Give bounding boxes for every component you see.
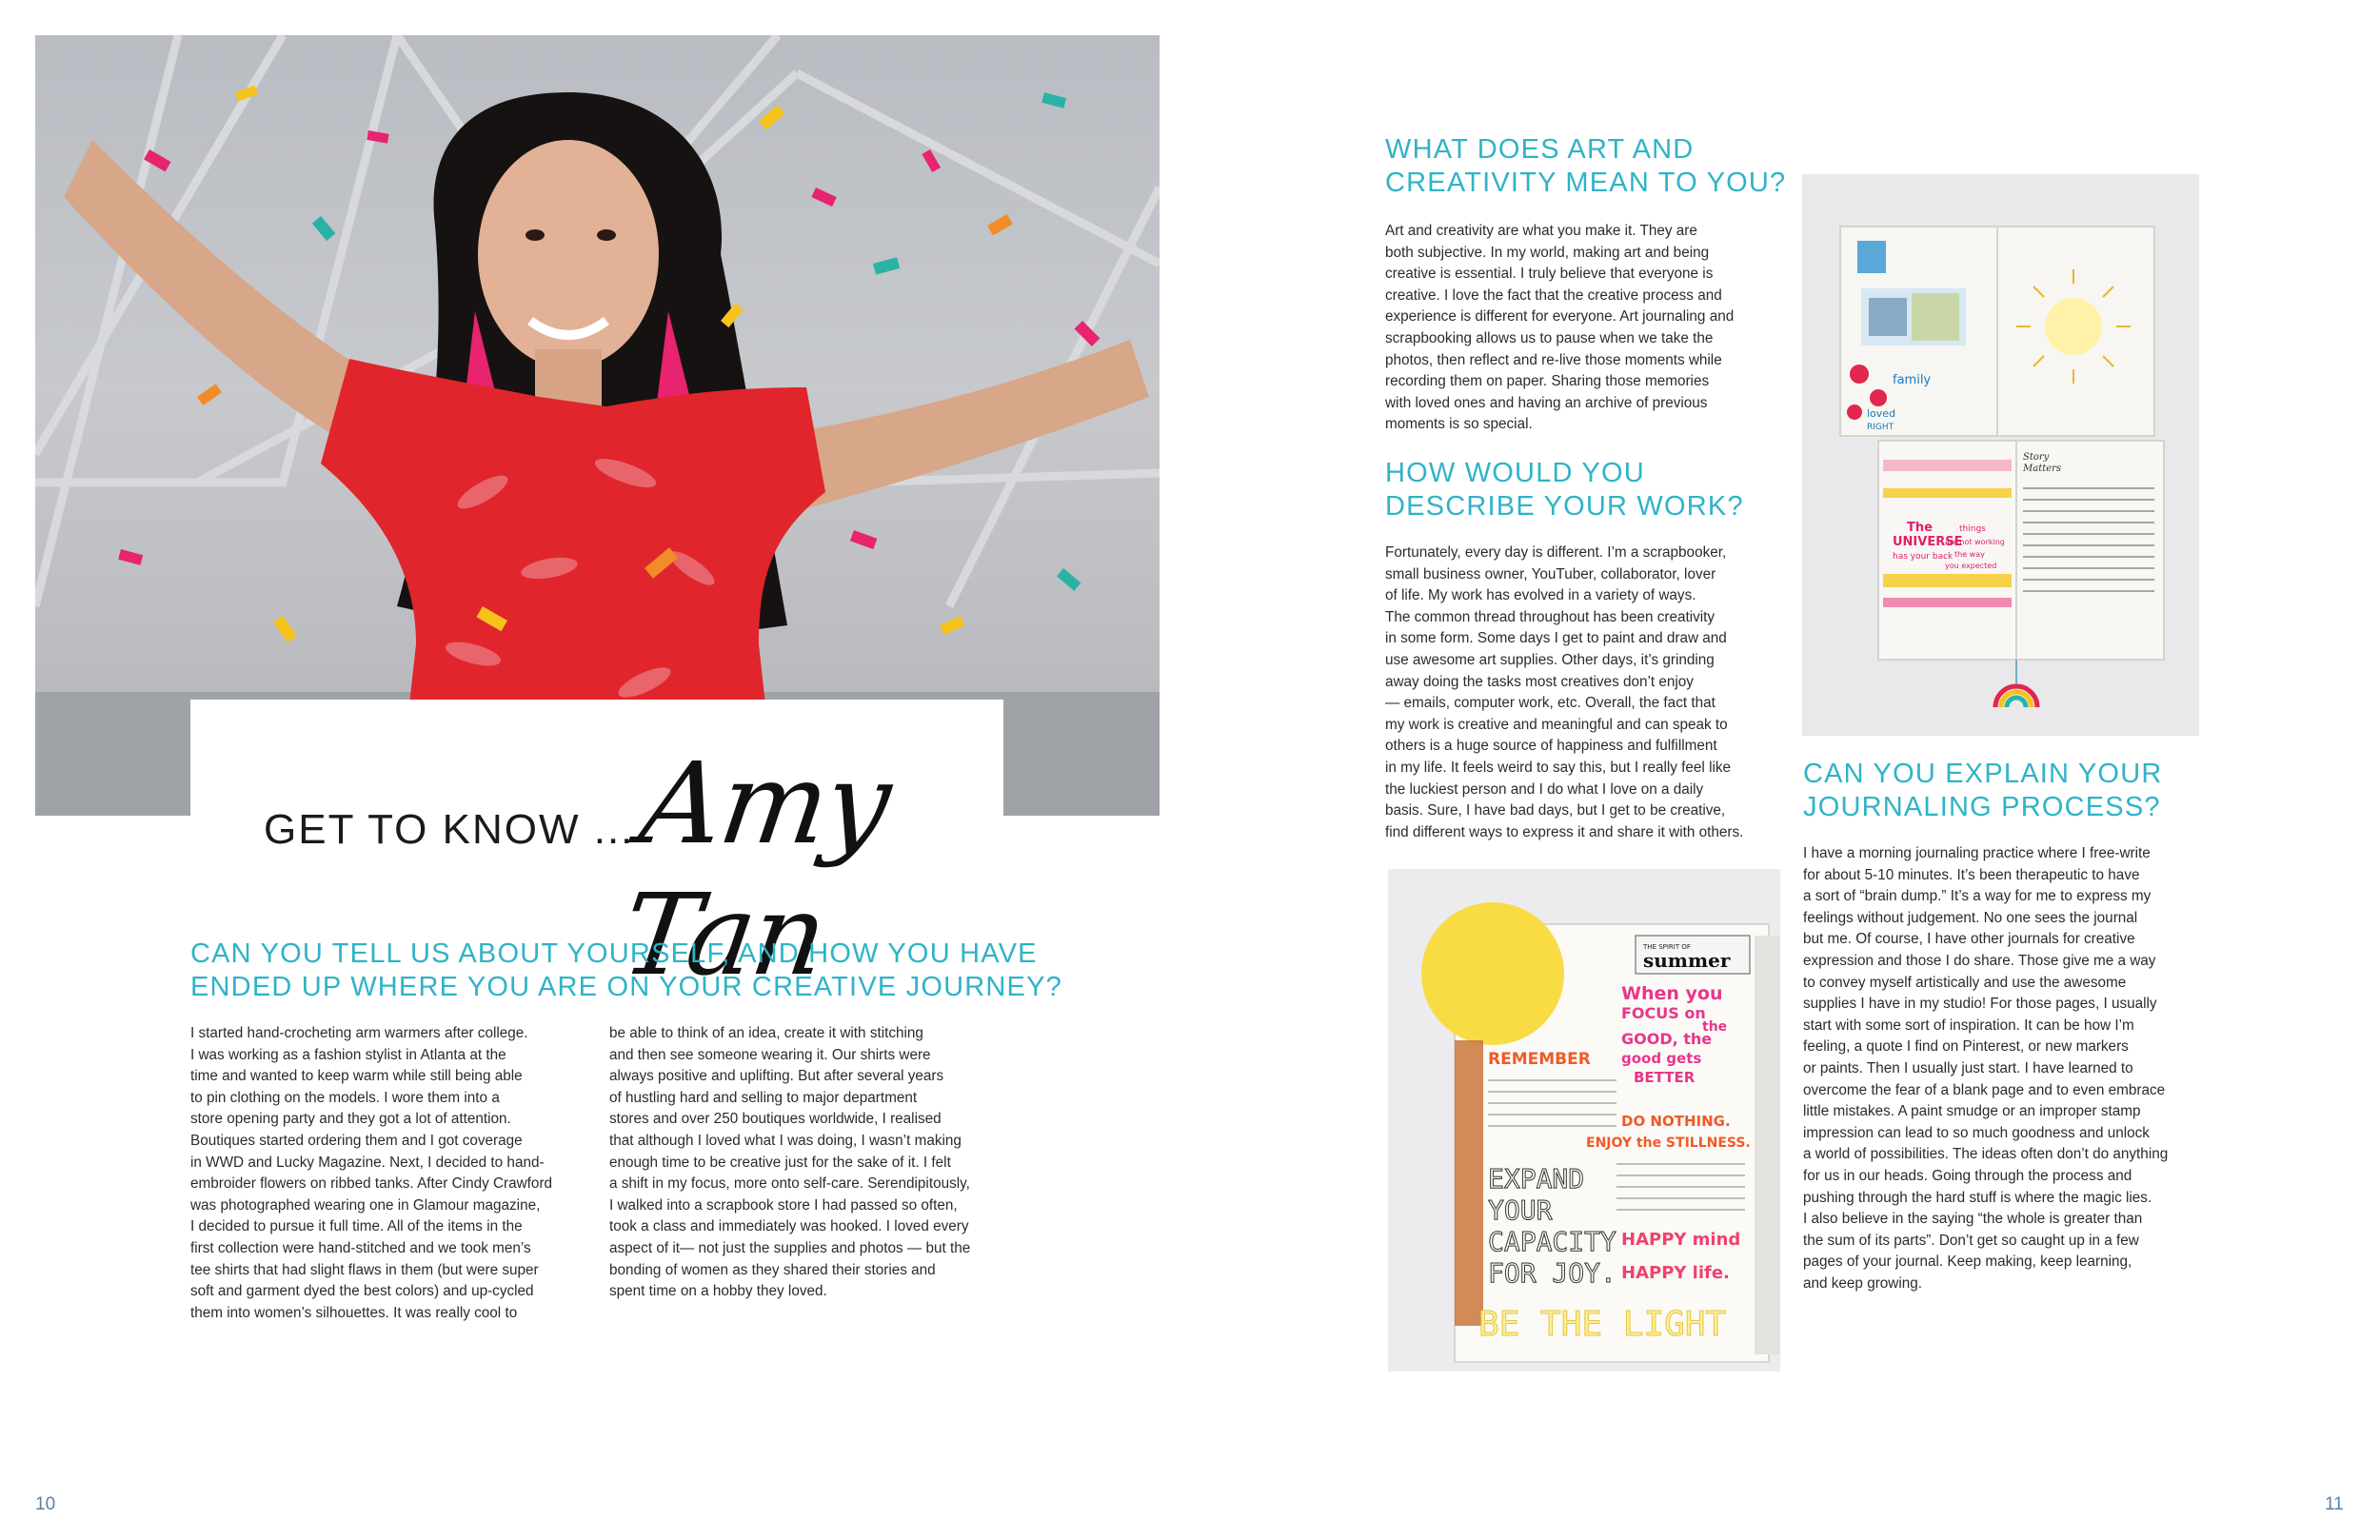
text-line: use awesome art supplies. Other days, it’s grinding [1385,651,1715,668]
text-line: small business owner, YouTuber, collaborator, lover [1385,565,1716,582]
text-line: to convey myself artistically and use the awesome [1803,974,2127,991]
text-line: with loved ones and having an archive of previous [1385,394,1708,411]
text-line: enough time to be creative just for the sake of it. I felt [609,1154,951,1171]
text-line: time and wanted to keep warm while still being able [190,1068,523,1085]
text-line: I also believe in the saying “the whole is greater than [1803,1211,2143,1228]
text-line: the sum of its parts”. Don’t get so caught up in a few [1803,1232,2139,1249]
text-line: them into women’s silhouettes. It was really cool to [190,1304,518,1321]
text-line: little mistakes. A paint smudge or an improper stamp [1803,1103,2141,1120]
text-line: took a class and immediately was hooked. I loved every [609,1218,969,1235]
word-expand: EXPAND [1488,1163,1585,1194]
heading-line: DESCRIBE YOUR WORK? [1385,491,1744,522]
text-line: expression and those I do share. Those give me a way [1803,952,2156,969]
word-do-nothing: DO NOTHING. [1621,1113,1731,1130]
text-line: and keep growing. [1803,1274,1923,1292]
text-line: and then see someone wearing it. Our shirts were [609,1046,931,1063]
text-line: soft and garment dyed the best colors) and up-cycled [190,1283,534,1300]
text-line: — emails, computer work, etc. Overall, the fact that [1385,695,1716,712]
title-prefix: GET TO KNOW ... [264,806,635,853]
text-line: Art and creativity are what you make it. They are [1385,223,1697,239]
text-line: a world of possibilities. The ideas often don’t do anything [1803,1146,2169,1163]
text-line: be able to think of an idea, create it with stitching [609,1025,923,1041]
text-line: my work is creative and meaningful and can speak to [1385,716,1728,733]
text-line: creative. I love the fact that the creative process and [1385,286,1722,304]
text-line: pages of your journal. Keep making, keep learning, [1803,1254,2132,1271]
word-the: The [1907,521,1933,535]
text-line: The common thread throughout has been creativity [1385,608,1716,625]
text-line: scrapbooking allows us to pause when we take the [1385,329,1714,346]
word-right: RIGHT [1867,423,1894,432]
text-line: was photographed wearing one in Glamour magazine, [190,1196,541,1214]
text-line: Boutiques started ordering them and I got coverage [190,1132,523,1149]
word-summer: summer [1643,949,1731,972]
text-line: pushing through the hard stuff is where the magic lies. [1803,1189,2152,1206]
word-better: BETTER [1634,1069,1696,1086]
word-happy-life: HAPPY life. [1621,1263,1730,1283]
text-line: find different ways to express it and share it with others. [1385,823,1744,840]
text-line: spent time on a hobby they loved. [609,1283,827,1300]
text-line: of life. My work has evolved in a variety of ways. [1385,587,1696,604]
journaling-process-text [1803,843,2168,1294]
text-line: supplies I have in my studio! For those pages, I usually [1803,996,2157,1013]
text-line: feeling, a quote I find on Pinterest, or new markers [1803,1038,2129,1056]
word-has-your-back: has your back [1893,552,1954,562]
text-line: Fortunately, every day is different. I’m a scrapbooker, [1385,544,1727,561]
text-line: of hustling hard and selling to major department [609,1089,918,1106]
text-line: the luckiest person and I do what I love on a daily [1385,780,1704,798]
heading-describe-work [1385,457,1744,523]
journal-photo-bottom-drawing [1388,869,1780,1372]
text-line: stores and over 250 boutiques worldwide, I realised [609,1111,942,1128]
about-column-2 [609,1023,970,1303]
text-line: I started hand-crocheting arm warmers after college. [190,1025,528,1041]
text-line: always positive and uplifting. But after several years [609,1068,944,1085]
text-line: a shift in my focus, more onto self-care. Serendipitously, [609,1175,970,1193]
word-loved: loved [1867,407,1896,420]
text-line: both subjective. In my world, making art and being [1385,244,1710,261]
right-page [1190,0,2380,1540]
word-good-the: GOOD, the [1621,1030,1713,1048]
art-creativity-text [1385,221,1734,436]
portrait-photo [35,35,1160,816]
word-universe: UNIVERSE [1893,535,1963,549]
word-not-working: are not working [1945,538,2005,546]
word-focus-on: FOCUS on [1621,1004,1706,1022]
text-line: that although I loved what I was doing, I wasn’t making [609,1132,962,1149]
heading-journaling-process [1803,758,2162,824]
word-you-expected: you expected [1945,562,1997,570]
text-line: in some form. Some days I get to paint and draw and [1385,630,1727,647]
text-line: but me. Of course, I have other journals for creative [1803,931,2135,948]
word-happy-mind: HAPPY mind [1621,1230,1741,1250]
title-name: Amy Tan [614,738,898,1000]
heading-line: HOW WOULD YOU [1385,458,1645,488]
word-your: YOUR [1488,1194,1553,1226]
text-line: others is a huge source of happiness and fulfillment [1385,738,1717,755]
text-line: in my life. It feels weird to say this, but I really feel like [1385,759,1732,776]
text-line: feelings without judgement. No one sees the journal [1803,909,2138,926]
word-be-the-light: BE THE LIGHT [1478,1305,1727,1344]
word-the-way: the way [1954,550,1985,559]
text-line: bonding of women as they shared their stories and [609,1261,936,1278]
text-line: I have a morning journaling practice where I free-write [1803,845,2151,861]
text-line: to pin clothing on the models. I wore them into a [190,1089,500,1106]
heading-line: WHAT DOES ART AND [1385,134,1695,165]
text-line: I was working as a fashion stylist in Atlanta at the [190,1046,506,1063]
word-for-joy: FOR JOY. [1488,1257,1616,1289]
text-line: impression can lead to so much goodness and unlock [1803,1124,2150,1141]
text-line: away doing the tasks most creatives don’t enjoy [1385,673,1694,690]
text-line: first collection were hand-stitched and we took men’s [190,1239,531,1256]
text-line: I walked into a scrapbook store I had passed so often, [609,1196,958,1214]
text-line: aspect of it— not just the supplies and photos — but the [609,1239,971,1256]
heading-line: ENDED UP WHERE YOU ARE ON YOUR CREATIVE JOURNEY? [190,972,1062,1002]
heading-line: CAN YOU EXPLAIN YOUR [1803,759,2163,789]
text-line: experience is different for everyone. Art journaling and [1385,308,1735,326]
heading-art-creativity [1385,133,1786,200]
word-the-2: the [1702,1019,1728,1035]
text-line: moments is so special. [1385,416,1533,433]
about-column-1 [190,1023,552,1324]
text-line: or paints. Then I usually just start. I have learned to [1803,1059,2133,1076]
page-number-right: 11 [2325,1494,2344,1514]
text-line: overcome the fear of a blank page and to even embrace [1803,1081,2166,1098]
page-number-left: 10 [35,1494,56,1514]
word-matters: Matters [2023,464,2062,474]
heading-line: CAN YOU TELL US ABOUT YOURSELF, AND HOW YOU HAVE [190,938,1038,969]
text-line: for us in our heads. Going through the process and [1803,1167,2132,1184]
text-line: I decided to pursue it full time. All of the items in the [190,1218,523,1235]
text-line: creative is essential. I truly believe that everyone is [1385,266,1714,283]
journal-photo-bottom [1388,869,1780,1372]
portrait-photo-drawing [35,35,1160,816]
heading-about-yourself [190,938,1062,1004]
text-line: in WWD and Lucky Magazine. Next, I decided to hand- [190,1154,545,1171]
text-line: a sort of “brain dump.” It’s a way for me to express my [1803,888,2152,905]
word-family: family [1893,373,1932,387]
text-line: store opening party and they got a lot of attention. [190,1111,511,1128]
text-line: embroider flowers on ribbed tanks. After Cindy Crawford [190,1175,553,1193]
text-line: photos, then reflect and re-live those moments while [1385,351,1722,368]
heading-line: CREATIVITY MEAN TO YOU? [1385,168,1787,198]
word-spirit-of: THE SPIRIT OF [1643,943,1691,951]
heading-line: JOURNALING PROCESS? [1803,792,2161,822]
word-remember: REMEMBER [1488,1050,1591,1069]
journal-photo-top-drawing [1802,174,2199,736]
word-capacity: CAPACITY [1488,1226,1616,1257]
text-line: for about 5-10 minutes. It’s been therapeutic to have [1803,866,2140,883]
word-things: things [1959,524,1986,534]
journal-photo-top [1802,174,2199,736]
text-line: recording them on paper. Sharing those memories [1385,373,1710,390]
word-when-you: When you [1621,983,1723,1004]
text-line: start with some sort of inspiration. It can be how I’m [1803,1017,2134,1034]
word-good-gets: good gets [1621,1050,1702,1067]
describe-work-text [1385,543,1743,843]
text-line: tee shirts that had slight flaws in them (but were super [190,1261,539,1278]
text-line: basis. Sure, I have bad days, but I get to be creative, [1385,802,1726,819]
word-enjoy-stillness: ENJOY the STILLNESS. [1586,1135,1751,1151]
word-story: Story [2023,452,2050,463]
